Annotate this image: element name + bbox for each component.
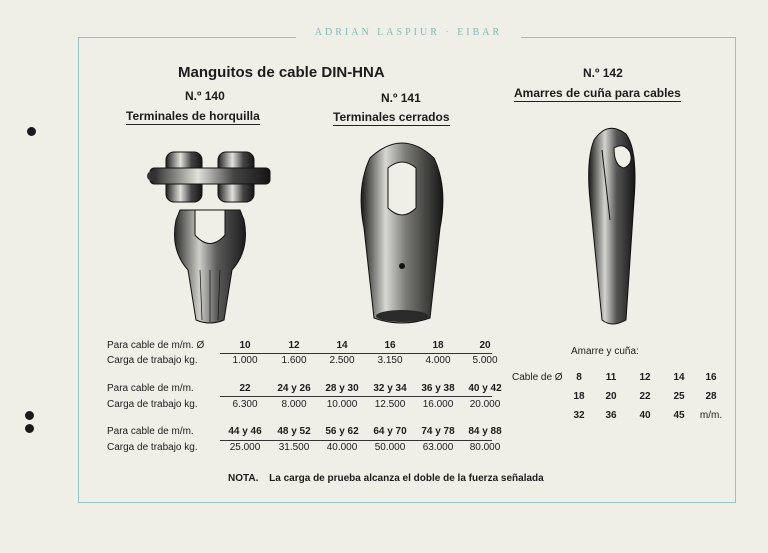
table-rule bbox=[220, 396, 492, 397]
company-header: ADRIAN LASPIUR · EIBAR bbox=[296, 27, 521, 38]
product-140-name: Terminales de horquilla bbox=[126, 109, 260, 123]
spec-row-load: Carga de trabajo kg. 6.300 8.000 10.000 12.500 16.000 20.000 bbox=[107, 399, 501, 410]
binder-hole bbox=[25, 424, 34, 433]
wedge-socket-illustration bbox=[580, 120, 650, 330]
note bbox=[228, 473, 544, 484]
spec-row-cable: Para cable de m/m. 44 y 46 48 y 52 56 y 62 64 y 70 74 y 78 84 y 88 bbox=[107, 426, 502, 437]
closed-socket-illustration bbox=[352, 138, 452, 338]
product-141-number: N.º 141 bbox=[381, 91, 421, 105]
note-label: NOTA. bbox=[228, 473, 259, 484]
wedge-caption: Amarre y cuña: bbox=[571, 346, 639, 357]
clevis-socket-illustration bbox=[140, 140, 280, 340]
table-rule bbox=[220, 353, 492, 354]
table-rule bbox=[220, 440, 492, 441]
product-141-name: Terminales cerrados bbox=[333, 110, 450, 124]
product-142-number: N.º 142 bbox=[583, 66, 623, 80]
spec-row-load: Carga de trabajo kg. 1.000 1.600 2.500 3.150 4.000 5.000 bbox=[107, 355, 498, 366]
main-title: Manguitos de cable DIN-HNA bbox=[178, 64, 385, 81]
spec-row-load: Carga de trabajo kg. 25.000 31.500 40.000 50.000 63.000 80.000 bbox=[107, 442, 501, 453]
spec-row-cable: Para cable de m/m. Ø 10 12 14 16 18 20 bbox=[107, 340, 491, 351]
binder-hole bbox=[27, 127, 36, 136]
product-140-number: N.º 140 bbox=[185, 89, 225, 103]
wedge-table: Cable de Ø 8 11 12 14 16 18 20 22 25 28 32 36 40 45 m/m. bbox=[512, 372, 723, 421]
spec-row-cable: Para cable de m/m. 22 24 y 26 28 y 30 32 y 34 36 y 38 40 y 42 bbox=[107, 383, 502, 394]
wedge-cable-label: Cable de Ø bbox=[512, 372, 563, 383]
product-142-name: Amarres de cuña para cables bbox=[514, 86, 681, 100]
note-text: La carga de prueba alcanza el doble de la fuerza señalada bbox=[269, 473, 544, 484]
binder-hole bbox=[25, 411, 34, 420]
